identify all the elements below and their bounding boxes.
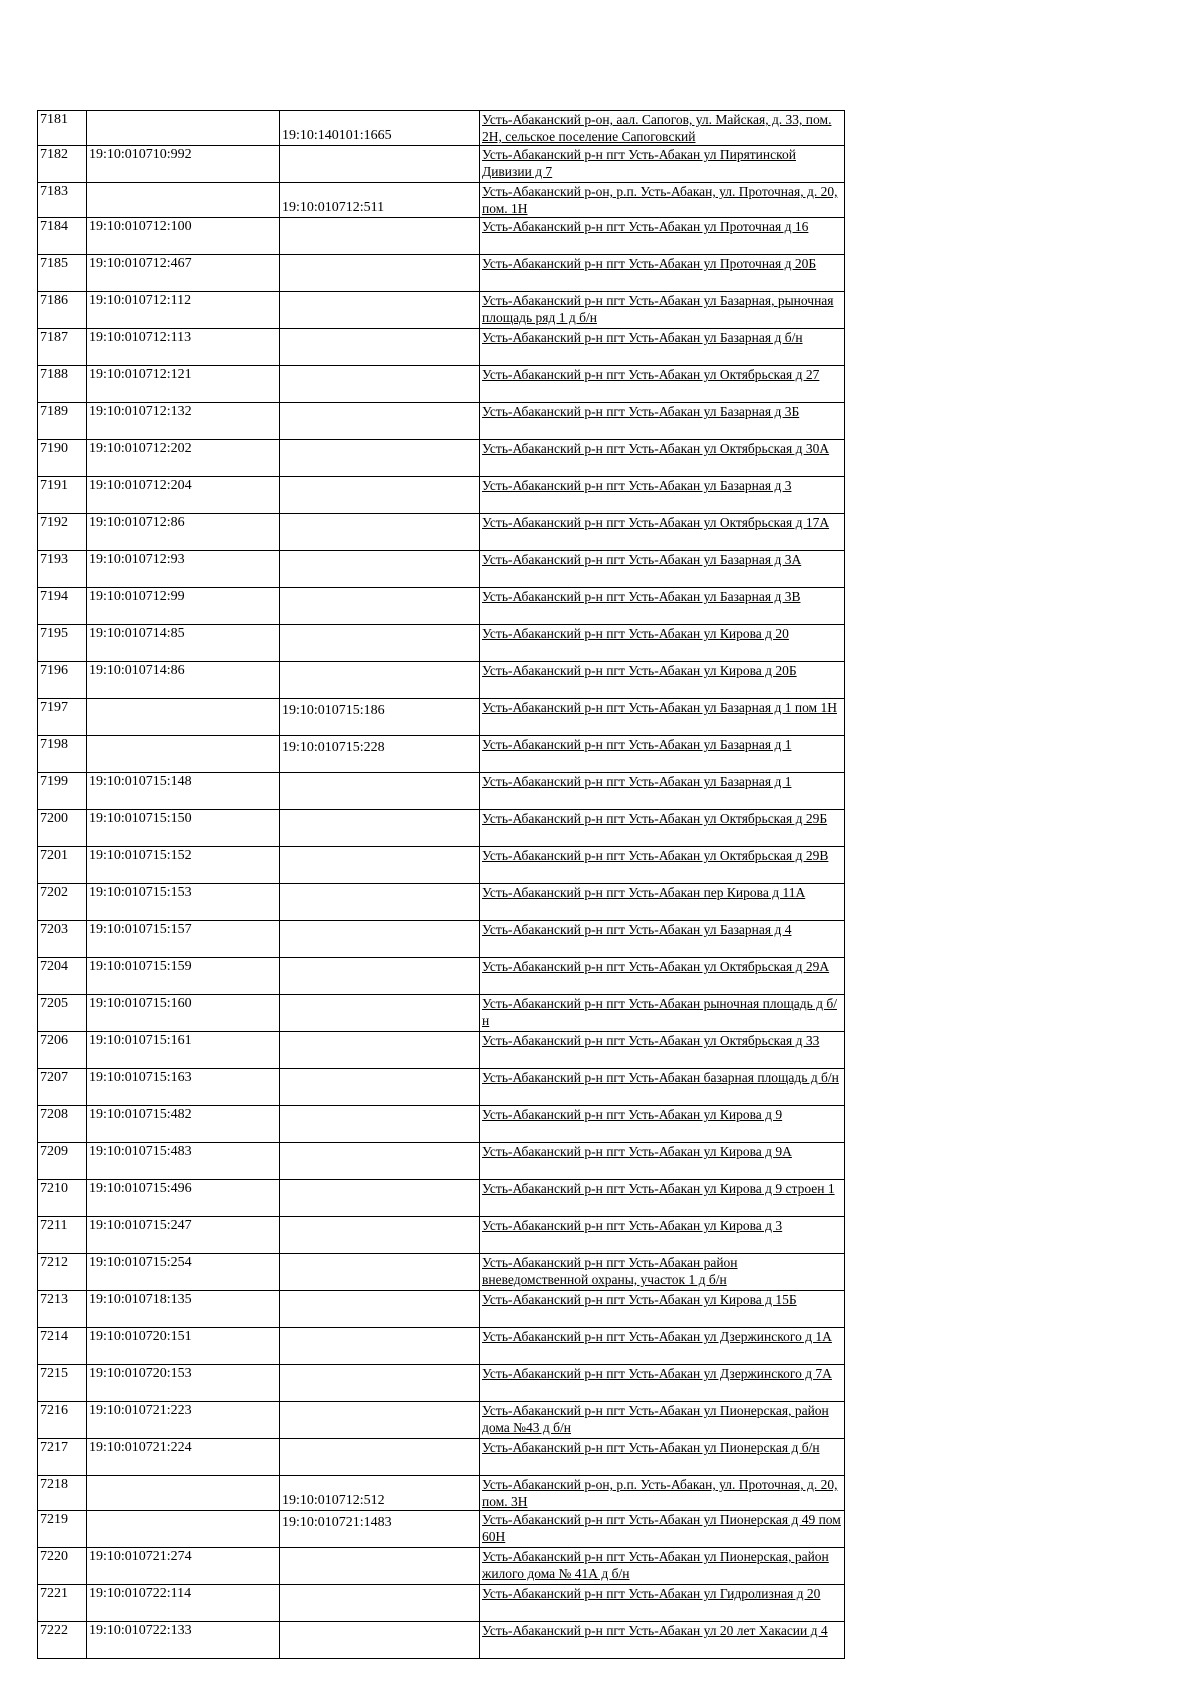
table-row bbox=[38, 146, 845, 183]
cadastral-number-cell: 19:10:010712:113 bbox=[87, 329, 280, 366]
row-number-cell: 7203 bbox=[38, 921, 87, 958]
cadastral-number-cell: 19:10:010720:151 bbox=[87, 1328, 280, 1365]
premises-cadastral-number-cell bbox=[280, 995, 480, 1032]
address-cell: Усть-Абаканский р-н пгт Усть-Абакан ул Пионерская д 49 пом 60Н bbox=[480, 1511, 845, 1548]
table-row bbox=[38, 773, 845, 810]
cadastral-number-cell: 19:10:010715:153 bbox=[87, 884, 280, 921]
cadastral-number-cell: 19:10:010715:148 bbox=[87, 773, 280, 810]
cadastral-number-cell: 19:10:010721:274 bbox=[87, 1548, 280, 1585]
cadastral-number-cell: 19:10:010715:482 bbox=[87, 1106, 280, 1143]
row-number-cell: 7188 bbox=[38, 366, 87, 403]
cadastral-number-cell bbox=[87, 1511, 280, 1548]
table-row bbox=[38, 477, 845, 514]
address-cell: Усть-Абаканский р-н пгт Усть-Абакан базарная площадь д б/н bbox=[480, 1069, 845, 1106]
row-number-cell: 7185 bbox=[38, 255, 87, 292]
row-number-cell: 7213 bbox=[38, 1291, 87, 1328]
cadastral-number-cell bbox=[87, 183, 280, 218]
row-number-cell: 7206 bbox=[38, 1032, 87, 1069]
cadastral-number-cell: 19:10:010715:247 bbox=[87, 1217, 280, 1254]
address-cell: Усть-Абаканский р-он, р.п. Усть-Абакан, ул. Проточная, д. 20, пом. 3Н bbox=[480, 1476, 845, 1511]
table-row bbox=[38, 588, 845, 625]
row-number-cell: 7214 bbox=[38, 1328, 87, 1365]
table-row bbox=[38, 111, 845, 146]
premises-cadastral-number-cell bbox=[280, 1180, 480, 1217]
cadastral-number-cell: 19:10:010712:132 bbox=[87, 403, 280, 440]
table-row bbox=[38, 1402, 845, 1439]
table-row bbox=[38, 255, 845, 292]
table-row bbox=[38, 1032, 845, 1069]
row-number-cell: 7201 bbox=[38, 847, 87, 884]
property-registry-table bbox=[37, 110, 845, 1659]
row-number-cell: 7183 bbox=[38, 183, 87, 218]
table-row bbox=[38, 662, 845, 699]
row-number-cell: 7209 bbox=[38, 1143, 87, 1180]
row-number-cell: 7182 bbox=[38, 146, 87, 183]
table-row bbox=[38, 514, 845, 551]
cadastral-number-cell: 19:10:010715:157 bbox=[87, 921, 280, 958]
address-cell: Усть-Абаканский р-н пгт Усть-Абакан ул Октябрьская д 30А bbox=[480, 440, 845, 477]
premises-cadastral-number-cell bbox=[280, 1402, 480, 1439]
address-cell: Усть-Абаканский р-н пгт Усть-Абакан ул Проточная д 20Б bbox=[480, 255, 845, 292]
premises-cadastral-number-cell bbox=[280, 366, 480, 403]
row-number-cell: 7222 bbox=[38, 1622, 87, 1659]
row-number-cell: 7196 bbox=[38, 662, 87, 699]
premises-cadastral-number-cell: 19:10:010712:511 bbox=[280, 183, 480, 218]
table-row bbox=[38, 625, 845, 662]
address-cell: Усть-Абаканский р-н пгт Усть-Абакан ул Проточная д 16 bbox=[480, 218, 845, 255]
premises-cadastral-number-cell bbox=[280, 662, 480, 699]
address-cell: Усть-Абаканский р-н пгт Усть-Абакан ул Базарная д 3А bbox=[480, 551, 845, 588]
row-number-cell: 7210 bbox=[38, 1180, 87, 1217]
premises-cadastral-number-cell bbox=[280, 921, 480, 958]
row-number-cell: 7195 bbox=[38, 625, 87, 662]
premises-cadastral-number-cell: 19:10:140101:1665 bbox=[280, 111, 480, 146]
table-row bbox=[38, 1143, 845, 1180]
address-cell: Усть-Абаканский р-н пгт Усть-Абакан ул Базарная д 3В bbox=[480, 588, 845, 625]
table-row bbox=[38, 1511, 845, 1548]
address-cell: Усть-Абаканский р-н пгт Усть-Абакан ул Кирова д 3 bbox=[480, 1217, 845, 1254]
address-cell: Усть-Абаканский р-н пгт Усть-Абакан ул Базарная д 4 bbox=[480, 921, 845, 958]
row-number-cell: 7192 bbox=[38, 514, 87, 551]
premises-cadastral-number-cell bbox=[280, 773, 480, 810]
premises-cadastral-number-cell bbox=[280, 1548, 480, 1585]
table-row bbox=[38, 884, 845, 921]
premises-cadastral-number-cell bbox=[280, 403, 480, 440]
row-number-cell: 7221 bbox=[38, 1585, 87, 1622]
row-number-cell: 7220 bbox=[38, 1548, 87, 1585]
table-row bbox=[38, 736, 845, 773]
cadastral-number-cell bbox=[87, 699, 280, 736]
address-cell: Усть-Абаканский р-н пгт Усть-Абакан ул Октябрьская д 33 bbox=[480, 1032, 845, 1069]
address-cell: Усть-Абаканский р-н пгт Усть-Абакан ул Базарная д б/н bbox=[480, 329, 845, 366]
premises-cadastral-number-cell: 19:10:010715:186 bbox=[280, 699, 480, 736]
premises-cadastral-number-cell bbox=[280, 958, 480, 995]
row-number-cell: 7202 bbox=[38, 884, 87, 921]
address-cell: Усть-Абаканский р-н пгт Усть-Абакан пер Кирова д 11А bbox=[480, 884, 845, 921]
row-number-cell: 7189 bbox=[38, 403, 87, 440]
premises-cadastral-number-cell: 19:10:010721:1483 bbox=[280, 1511, 480, 1548]
row-number-cell: 7194 bbox=[38, 588, 87, 625]
premises-cadastral-number-cell bbox=[280, 847, 480, 884]
row-number-cell: 7204 bbox=[38, 958, 87, 995]
address-cell: Усть-Абаканский р-н пгт Усть-Абакан ул Пионерская, район жилого дома № 41А д б/н bbox=[480, 1548, 845, 1585]
row-number-cell: 7208 bbox=[38, 1106, 87, 1143]
row-number-cell: 7205 bbox=[38, 995, 87, 1032]
address-cell: Усть-Абаканский р-н пгт Усть-Абакан ул 20 лет Хакасии д 4 bbox=[480, 1622, 845, 1659]
cadastral-number-cell: 19:10:010714:86 bbox=[87, 662, 280, 699]
premises-cadastral-number-cell bbox=[280, 1032, 480, 1069]
cadastral-number-cell: 19:10:010715:496 bbox=[87, 1180, 280, 1217]
row-number-cell: 7215 bbox=[38, 1365, 87, 1402]
address-cell: Усть-Абаканский р-н пгт Усть-Абакан ул Дзержинского д 1А bbox=[480, 1328, 845, 1365]
table-row bbox=[38, 1439, 845, 1476]
row-number-cell: 7212 bbox=[38, 1254, 87, 1291]
cadastral-number-cell: 19:10:010715:161 bbox=[87, 1032, 280, 1069]
address-cell: Усть-Абаканский р-н пгт Усть-Абакан ул Октябрьская д 29А bbox=[480, 958, 845, 995]
address-cell: Усть-Абаканский р-н пгт Усть-Абакан рыночная площадь д б/н bbox=[480, 995, 845, 1032]
premises-cadastral-number-cell bbox=[280, 146, 480, 183]
row-number-cell: 7199 bbox=[38, 773, 87, 810]
address-cell: Усть-Абаканский р-н пгт Усть-Абакан ул Пирятинской Дивизии д 7 bbox=[480, 146, 845, 183]
row-number-cell: 7190 bbox=[38, 440, 87, 477]
address-cell: Усть-Абаканский р-н пгт Усть-Абакан ул Октябрьская д 29Б bbox=[480, 810, 845, 847]
row-number-cell: 7218 bbox=[38, 1476, 87, 1511]
table-row bbox=[38, 218, 845, 255]
cadastral-number-cell: 19:10:010715:159 bbox=[87, 958, 280, 995]
premises-cadastral-number-cell bbox=[280, 1291, 480, 1328]
premises-cadastral-number-cell bbox=[280, 1069, 480, 1106]
cadastral-number-cell: 19:10:010720:153 bbox=[87, 1365, 280, 1402]
cadastral-number-cell: 19:10:010715:483 bbox=[87, 1143, 280, 1180]
address-cell: Усть-Абаканский р-н пгт Усть-Абакан ул Кирова д 15Б bbox=[480, 1291, 845, 1328]
cadastral-number-cell: 19:10:010712:86 bbox=[87, 514, 280, 551]
cadastral-number-cell: 19:10:010712:93 bbox=[87, 551, 280, 588]
address-cell: Усть-Абаканский р-н пгт Усть-Абакан ул Гидролизная д 20 bbox=[480, 1585, 845, 1622]
premises-cadastral-number-cell bbox=[280, 884, 480, 921]
row-number-cell: 7191 bbox=[38, 477, 87, 514]
address-cell: Усть-Абаканский р-н пгт Усть-Абакан ул Кирова д 20Б bbox=[480, 662, 845, 699]
table-row bbox=[38, 1328, 845, 1365]
row-number-cell: 7219 bbox=[38, 1511, 87, 1548]
cadastral-number-cell: 19:10:010715:254 bbox=[87, 1254, 280, 1291]
premises-cadastral-number-cell bbox=[280, 1106, 480, 1143]
premises-cadastral-number-cell bbox=[280, 1439, 480, 1476]
address-cell: Усть-Абаканский р-н пгт Усть-Абакан ул Базарная д 1 bbox=[480, 773, 845, 810]
address-cell: Усть-Абаканский р-н пгт Усть-Абакан ул Кирова д 9А bbox=[480, 1143, 845, 1180]
cadastral-number-cell bbox=[87, 111, 280, 146]
address-cell: Усть-Абаканский р-н пгт Усть-Абакан ул Кирова д 9 строен 1 bbox=[480, 1180, 845, 1217]
cadastral-number-cell: 19:10:010710:992 bbox=[87, 146, 280, 183]
table-row bbox=[38, 1180, 845, 1217]
address-cell: Усть-Абаканский р-н пгт Усть-Абакан ул Октябрьская д 17А bbox=[480, 514, 845, 551]
table-row bbox=[38, 1548, 845, 1585]
premises-cadastral-number-cell bbox=[280, 1585, 480, 1622]
address-cell: Усть-Абаканский р-н пгт Усть-Абакан ул Кирова д 20 bbox=[480, 625, 845, 662]
row-number-cell: 7181 bbox=[38, 111, 87, 146]
address-cell: Усть-Абаканский р-он, аал. Сапогов, ул. Майская, д. 33, пом. 2Н, сельское поселение Сапоговский bbox=[480, 111, 845, 146]
table-row bbox=[38, 1476, 845, 1511]
table-row bbox=[38, 995, 845, 1032]
premises-cadastral-number-cell bbox=[280, 477, 480, 514]
address-cell: Усть-Абаканский р-н пгт Усть-Абакан ул Базарная д 1 пом 1Н bbox=[480, 699, 845, 736]
row-number-cell: 7200 bbox=[38, 810, 87, 847]
row-number-cell: 7207 bbox=[38, 1069, 87, 1106]
cadastral-number-cell: 19:10:010712:467 bbox=[87, 255, 280, 292]
table-row bbox=[38, 1291, 845, 1328]
table-row bbox=[38, 329, 845, 366]
table-row bbox=[38, 403, 845, 440]
cadastral-number-cell: 19:10:010715:160 bbox=[87, 995, 280, 1032]
premises-cadastral-number-cell bbox=[280, 292, 480, 329]
cadastral-number-cell: 19:10:010721:223 bbox=[87, 1402, 280, 1439]
table-row bbox=[38, 1254, 845, 1291]
premises-cadastral-number-cell bbox=[280, 1217, 480, 1254]
cadastral-number-cell: 19:10:010712:121 bbox=[87, 366, 280, 403]
cadastral-number-cell bbox=[87, 736, 280, 773]
address-cell: Усть-Абаканский р-н пгт Усть-Абакан ул Дзержинского д 7А bbox=[480, 1365, 845, 1402]
cadastral-number-cell: 19:10:010714:85 bbox=[87, 625, 280, 662]
address-cell: Усть-Абаканский р-н пгт Усть-Абакан ул Октябрьская д 27 bbox=[480, 366, 845, 403]
cadastral-number-cell: 19:10:010712:112 bbox=[87, 292, 280, 329]
cadastral-number-cell: 19:10:010712:204 bbox=[87, 477, 280, 514]
table-row bbox=[38, 847, 845, 884]
premises-cadastral-number-cell bbox=[280, 1254, 480, 1291]
address-cell: Усть-Абаканский р-н пгт Усть-Абакан ул Базарная, рыночная площадь ряд 1 д б/н bbox=[480, 292, 845, 329]
cadastral-number-cell: 19:10:010715:152 bbox=[87, 847, 280, 884]
registry-body bbox=[38, 111, 845, 1659]
table-row bbox=[38, 440, 845, 477]
cadastral-number-cell: 19:10:010721:224 bbox=[87, 1439, 280, 1476]
table-row bbox=[38, 1217, 845, 1254]
address-cell: Усть-Абаканский р-н пгт Усть-Абакан ул Пионерская д б/н bbox=[480, 1439, 845, 1476]
cadastral-number-cell: 19:10:010712:100 bbox=[87, 218, 280, 255]
row-number-cell: 7193 bbox=[38, 551, 87, 588]
table-row bbox=[38, 366, 845, 403]
table-row bbox=[38, 183, 845, 218]
cadastral-number-cell: 19:10:010712:99 bbox=[87, 588, 280, 625]
premises-cadastral-number-cell bbox=[280, 1143, 480, 1180]
table-row bbox=[38, 1106, 845, 1143]
address-cell: Усть-Абаканский р-н пгт Усть-Абакан ул Октябрьская д 29В bbox=[480, 847, 845, 884]
table-row bbox=[38, 292, 845, 329]
address-cell: Усть-Абаканский р-н пгт Усть-Абакан ул Пионерская, район дома №43 д б/н bbox=[480, 1402, 845, 1439]
premises-cadastral-number-cell bbox=[280, 588, 480, 625]
row-number-cell: 7217 bbox=[38, 1439, 87, 1476]
address-cell: Усть-Абаканский р-н пгт Усть-Абакан ул Базарная д 3Б bbox=[480, 403, 845, 440]
cadastral-number-cell: 19:10:010718:135 bbox=[87, 1291, 280, 1328]
row-number-cell: 7184 bbox=[38, 218, 87, 255]
table-row bbox=[38, 958, 845, 995]
premises-cadastral-number-cell bbox=[280, 1622, 480, 1659]
premises-cadastral-number-cell bbox=[280, 810, 480, 847]
cadastral-number-cell: 19:10:010722:114 bbox=[87, 1585, 280, 1622]
table-row bbox=[38, 1622, 845, 1659]
row-number-cell: 7198 bbox=[38, 736, 87, 773]
cadastral-number-cell: 19:10:010722:133 bbox=[87, 1622, 280, 1659]
address-cell: Усть-Абаканский р-н пгт Усть-Абакан ул Базарная д 3 bbox=[480, 477, 845, 514]
premises-cadastral-number-cell: 19:10:010715:228 bbox=[280, 736, 480, 773]
table-row bbox=[38, 1365, 845, 1402]
row-number-cell: 7211 bbox=[38, 1217, 87, 1254]
row-number-cell: 7186 bbox=[38, 292, 87, 329]
cadastral-number-cell: 19:10:010715:163 bbox=[87, 1069, 280, 1106]
table-row bbox=[38, 921, 845, 958]
premises-cadastral-number-cell bbox=[280, 514, 480, 551]
address-cell: Усть-Абаканский р-н пгт Усть-Абакан ул Кирова д 9 bbox=[480, 1106, 845, 1143]
row-number-cell: 7187 bbox=[38, 329, 87, 366]
cadastral-number-cell: 19:10:010712:202 bbox=[87, 440, 280, 477]
cadastral-number-cell bbox=[87, 1476, 280, 1511]
table-row bbox=[38, 699, 845, 736]
address-cell: Усть-Абаканский р-он, р.п. Усть-Абакан, ул. Проточная, д. 20, пом. 1Н bbox=[480, 183, 845, 218]
address-cell: Усть-Абаканский р-н пгт Усть-Абакан ул Базарная д 1 bbox=[480, 736, 845, 773]
table-row bbox=[38, 1069, 845, 1106]
premises-cadastral-number-cell bbox=[280, 440, 480, 477]
premises-cadastral-number-cell bbox=[280, 1328, 480, 1365]
table-row bbox=[38, 1585, 845, 1622]
premises-cadastral-number-cell bbox=[280, 218, 480, 255]
premises-cadastral-number-cell: 19:10:010712:512 bbox=[280, 1476, 480, 1511]
row-number-cell: 7197 bbox=[38, 699, 87, 736]
premises-cadastral-number-cell bbox=[280, 551, 480, 588]
premises-cadastral-number-cell bbox=[280, 255, 480, 292]
cadastral-number-cell: 19:10:010715:150 bbox=[87, 810, 280, 847]
table-row bbox=[38, 810, 845, 847]
premises-cadastral-number-cell bbox=[280, 1365, 480, 1402]
address-cell: Усть-Абаканский р-н пгт Усть-Абакан район вневедомственной охраны, участок 1 д б/н bbox=[480, 1254, 845, 1291]
premises-cadastral-number-cell bbox=[280, 329, 480, 366]
row-number-cell: 7216 bbox=[38, 1402, 87, 1439]
premises-cadastral-number-cell bbox=[280, 625, 480, 662]
table-row bbox=[38, 551, 845, 588]
